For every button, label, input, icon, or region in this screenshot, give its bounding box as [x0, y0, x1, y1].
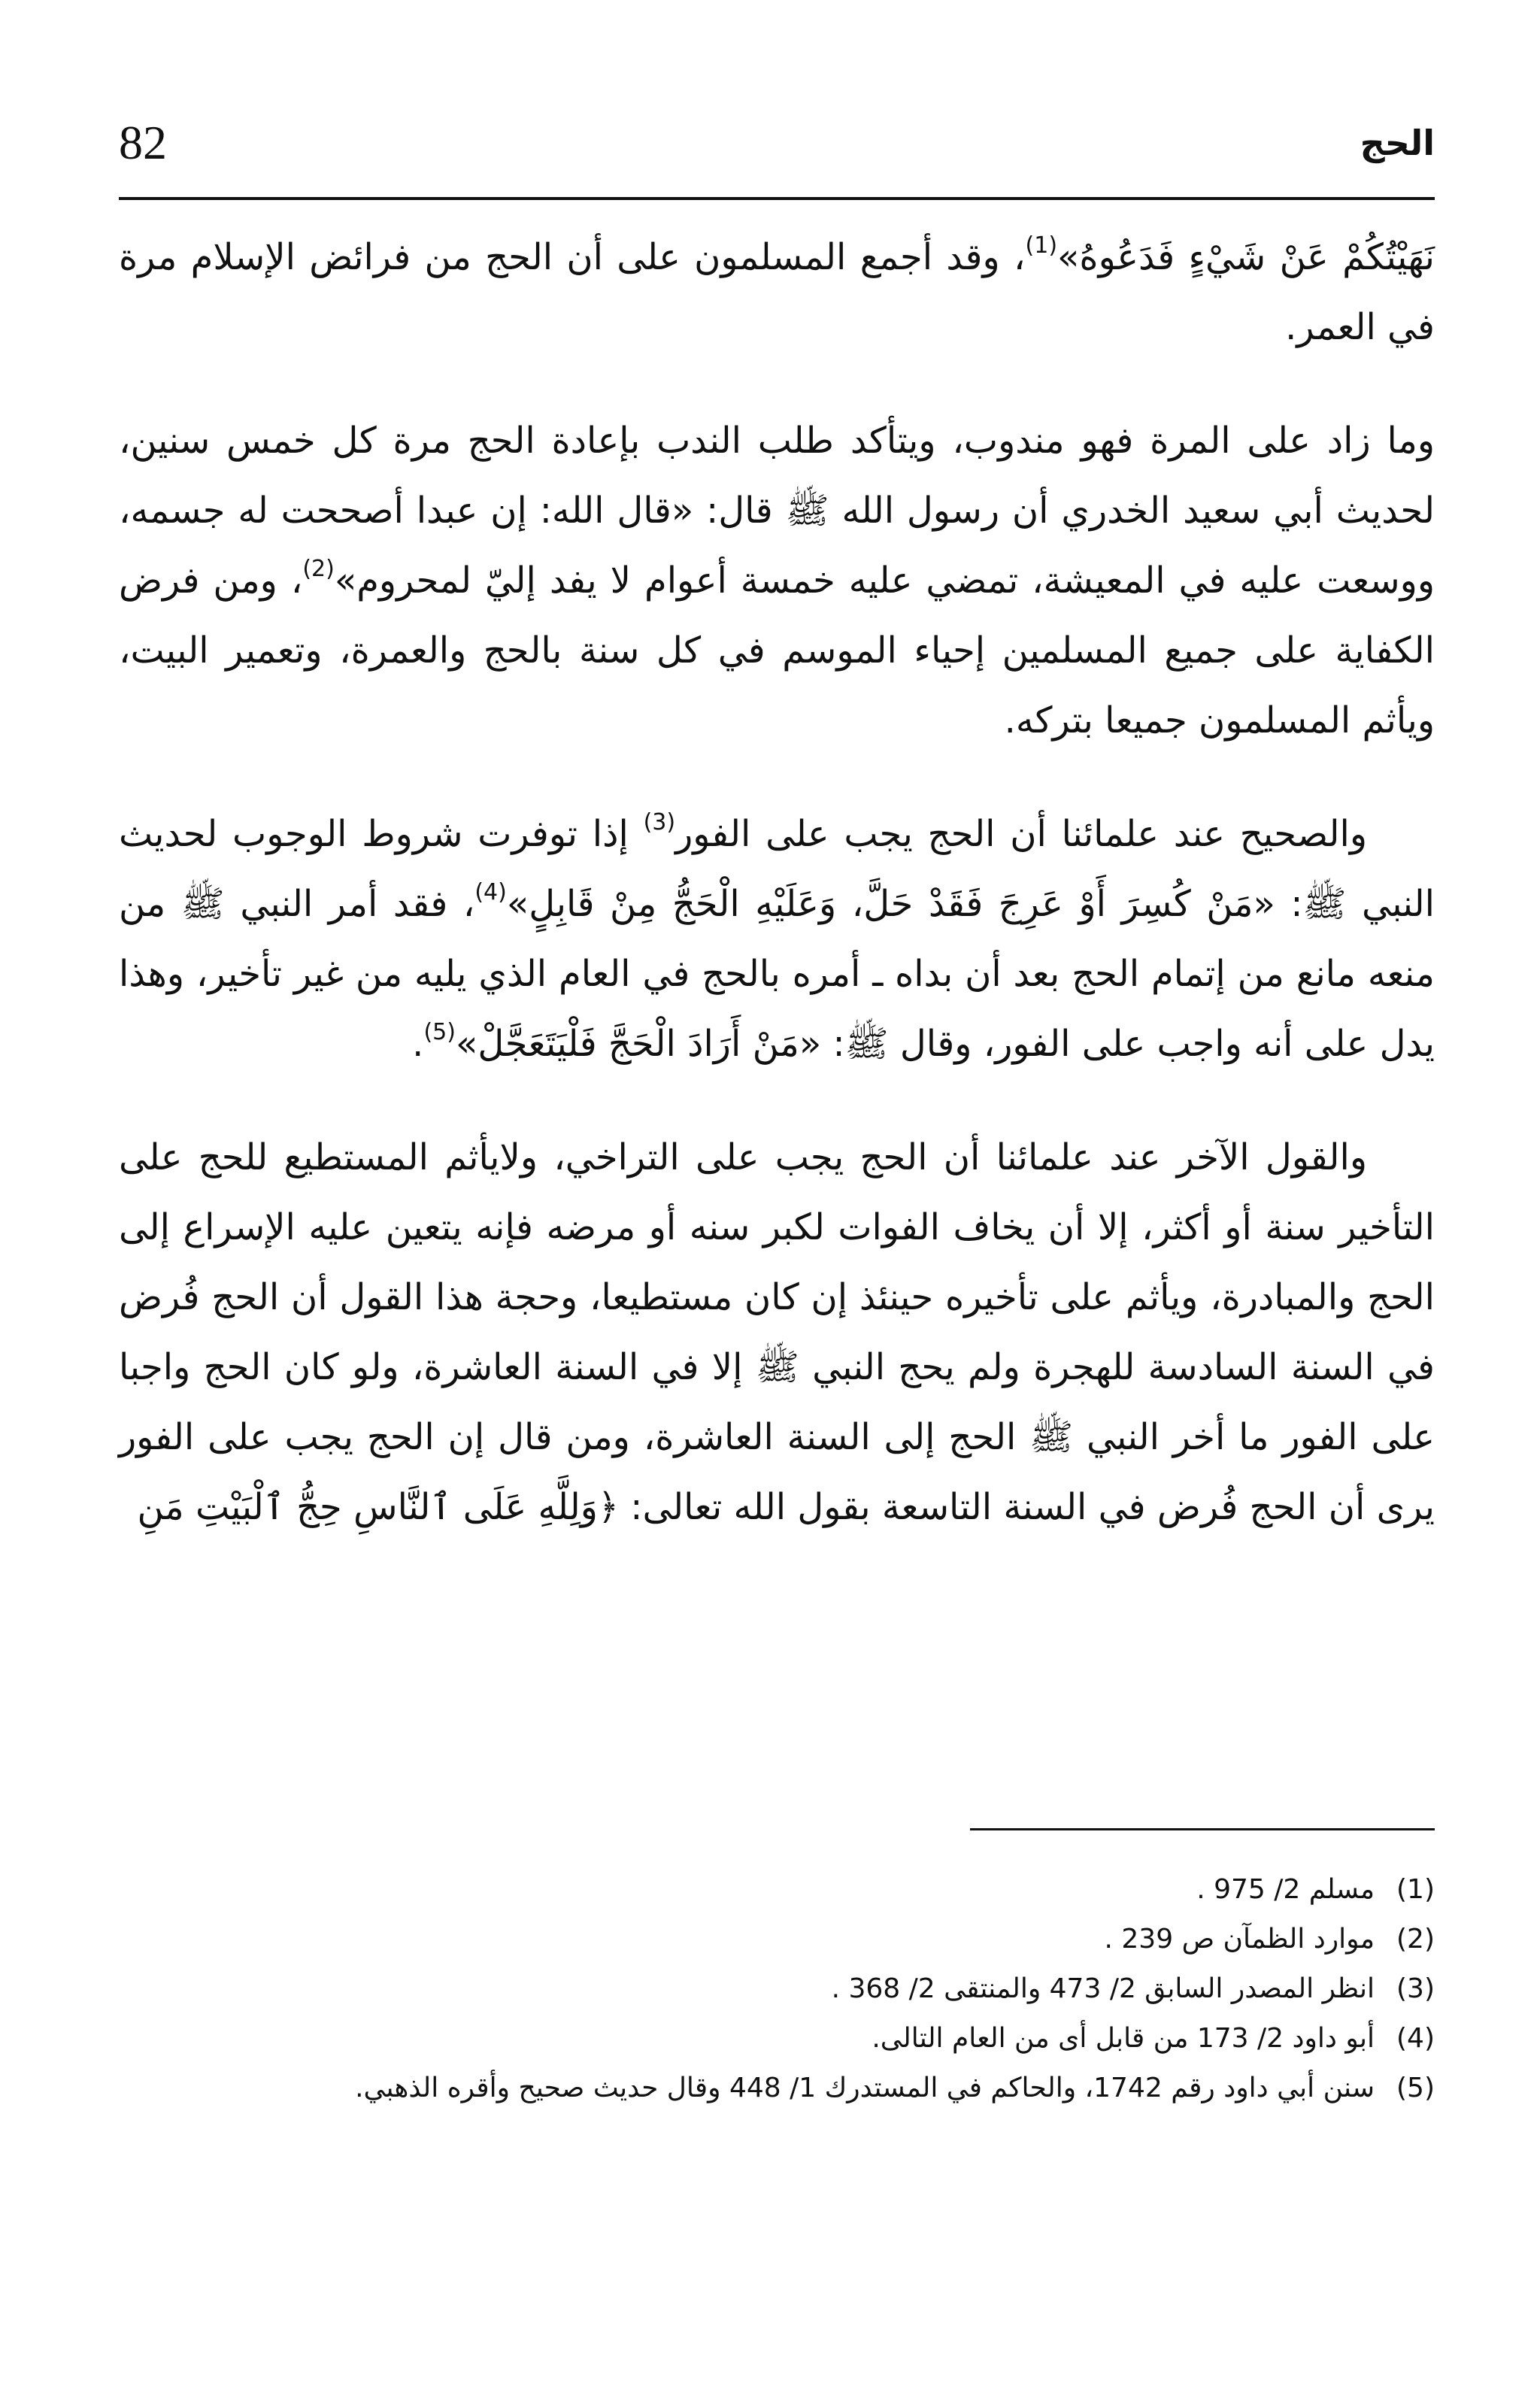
main-text — [119, 223, 1435, 1586]
paragraph-4-text: والقول الآخر عند علمائنا أن الحج يجب على التراخي، ولايأثم المستطيع للحج على التأخير سنة أو أكثر، إلا أن يخاف الفوات لكبر سنه أو مرضه فإنه يتعين عليه الإسراع إلى الحج والمبادرة، ويأثم على تأخيره حينئذ إن كان مستطيعا، وحجة هذا القول أن الحج فُرض في السنة السادسة للهجرة ولم يحج النبي ﷺ إلا في السنة العاشرة، ولو كان الحج واجبا على الفور ما أخر النبي ﷺ الحج إلى السنة العاشرة، ومن قال إن الحج يجب على الفور يرى أن الحج فُرض في السنة التاسعة بقول الله تعالى: ﴿وَلِلَّهِ عَلَى ٱلنَّاسِ حِجُّ ٱلْبَيْتِ مَنِ — [119, 1136, 1435, 1528]
footnote-text: أبو داود 2/ 173 من قابل أى من العام التالى. — [872, 2023, 1375, 2054]
footnote-ref-1: (1) — [1025, 232, 1058, 259]
footnote — [119, 2014, 1435, 2064]
page-number: 82 — [119, 116, 167, 169]
page-header — [119, 113, 1435, 173]
footnote — [119, 1865, 1435, 1915]
footnote-number: (4) — [1396, 2023, 1435, 2054]
paragraph-3-text: والصحيح عند علمائنا أن الحج يجب على الفور — [675, 813, 1368, 855]
footnote-ref-3: (3) — [643, 809, 676, 836]
footnote — [119, 1915, 1435, 1964]
footnote — [119, 2064, 1435, 2113]
paragraph-3-text-mid: إذا توفرت شروط الوجوب لحديث النبي ﷺ: «مَنْ كُسِرَ أَوْ عَرِجَ فَقَدْ حَلَّ، وَعَلَيْهِ الْحَجُّ مِنْ قَابِلٍ» — [119, 813, 1435, 925]
paragraph-1-text: نَهَيْتُكُمْ عَنْ شَيْءٍ فَدَعُوهُ» — [1057, 236, 1435, 278]
footnote-number: (1) — [1396, 1874, 1435, 1905]
footnote-ref-4: (4) — [474, 879, 507, 905]
paragraph-4 — [119, 1123, 1435, 1542]
footnote-text: سنن أبي داود رقم 1742، والحاكم في المستدرك 1/ 448 وقال حديث صحيح وأقره الذهبي. — [355, 2073, 1375, 2103]
header-rule — [119, 197, 1435, 200]
footnote-number: (5) — [1396, 2073, 1435, 2103]
paragraph-3-text-mid2: ، فقد أمر النبي ﷺ من منعه مانع من إتمام الحج بعد أن بداه ـ أمره بالحج في العام الذي يليه من غير تأخير، وهذا يدل على أنه واجب على الفور، وقال ﷺ: «مَنْ أَرَادَ الْحَجَّ فَلْيَتَعَجَّلْ» — [119, 883, 1435, 1065]
footnote-rule — [970, 1828, 1435, 1830]
footnote-number: (3) — [1396, 1973, 1435, 2004]
running-head: الحج — [1360, 123, 1435, 163]
footnote-text: انظر المصدر السابق 2/ 473 والمنتقى 2/ 368 . — [831, 1973, 1375, 2004]
paragraph-3-text-end: . — [412, 1023, 424, 1065]
paragraph-1-text-end: ، وقد أجمع المسلمون على أن الحج من فرائض الإسلام مرة في العمر. — [119, 236, 1435, 348]
paragraph-1 — [119, 223, 1435, 362]
footnote-ref-5: (5) — [423, 1019, 456, 1045]
footnote — [119, 1964, 1435, 2014]
footnote-ref-2: (2) — [302, 556, 335, 582]
footnote-text: مسلم 2/ 975 . — [1196, 1874, 1375, 1905]
paragraph-2 — [119, 406, 1435, 756]
paragraph-2-text: وما زاد على المرة فهو مندوب، ويتأكد طلب الندب بإعادة الحج مرة كل خمس سنين، لحديث أبي سعيد الخدري أن رسول الله ﷺ قال: «قال الله: إن عبدا أصححت له جسمه، ووسعت عليه في المعيشة، تمضي عليه خمسة أعوام لا يفد إليّ لمحروم» — [119, 420, 1435, 602]
footnotes — [119, 1865, 1435, 2113]
footnote-number: (2) — [1396, 1924, 1435, 1955]
footnote-text: موارد الظمآن ص 239 . — [1104, 1924, 1375, 1955]
paragraph-2-text-end: ، ومن فرض الكفاية على جميع المسلمين إحياء الموسم في كل سنة بالحج والعمرة، وتعمير البيت، ويأثم المسلمون جميعا بتركه. — [119, 560, 1435, 742]
paragraph-3 — [119, 799, 1435, 1079]
